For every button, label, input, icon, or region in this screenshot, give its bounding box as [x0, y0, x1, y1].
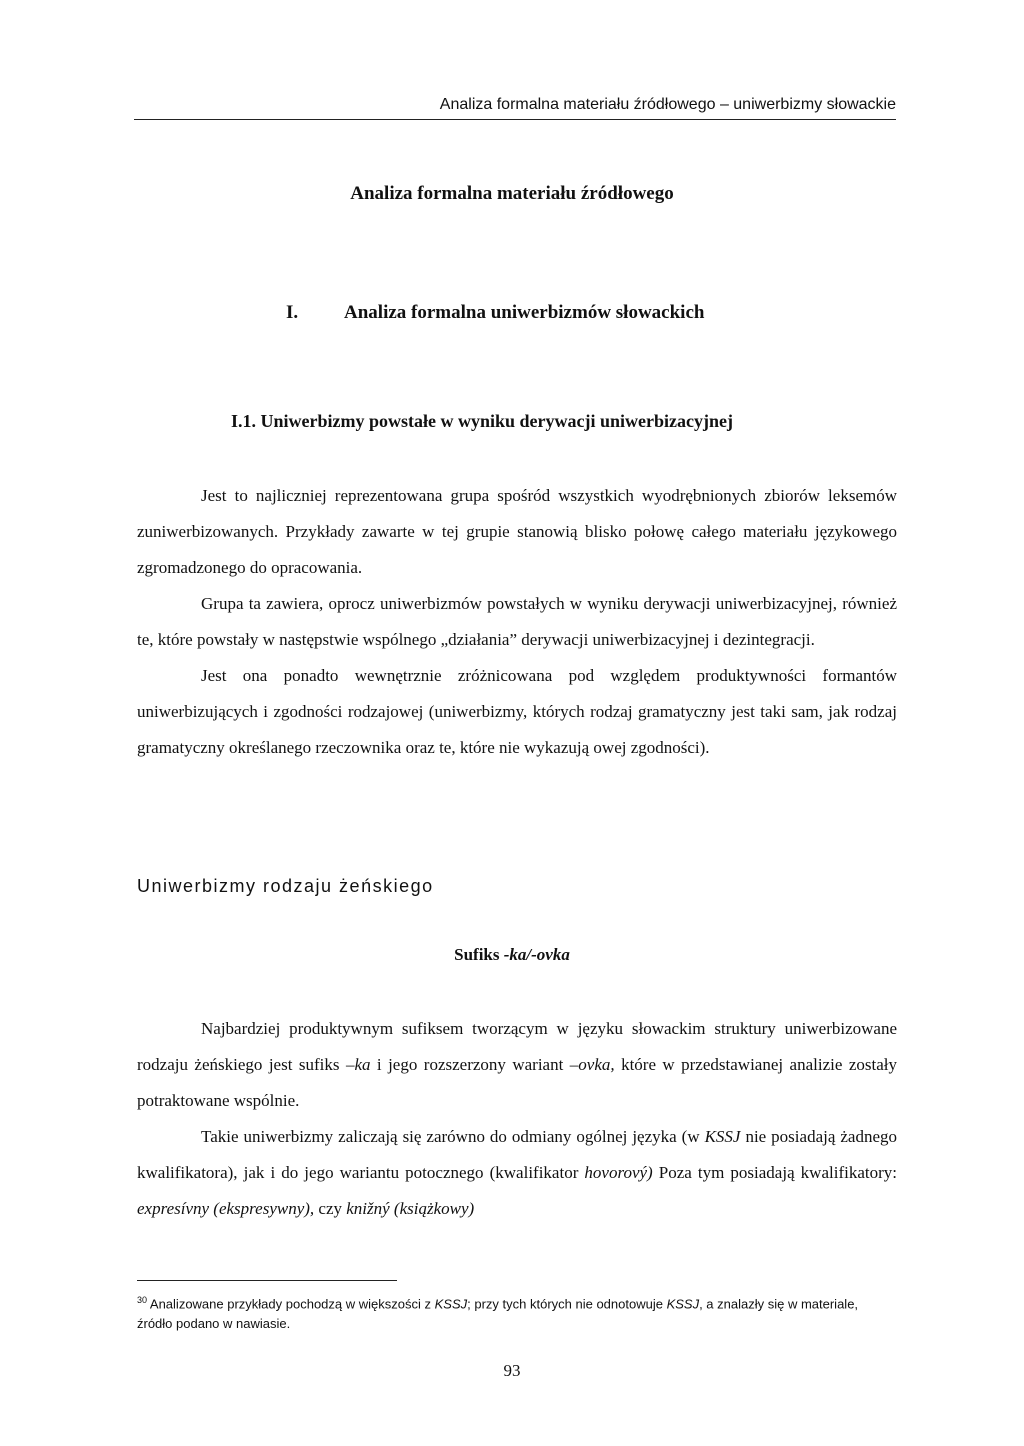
footnote-text-1: Analizowane przykłady pochodzą w większości z: [147, 1296, 435, 1312]
paragraph-1: Jest to najliczniej reprezentowana grupa spośród wszystkich wyodrębnionych zbiorów leksemów zuniwerbizowanych. Przykłady zawarte w tej grupie stanowią blisko połowę całego materiału językowego zgromadzonego do opracowania.: [137, 486, 897, 577]
qualifier-kniznny: knižný (książkowy): [346, 1199, 475, 1218]
paragraph-5-text-2: nie posiadają żadnego kwalifikatora), jak i do jego wariantu potocznego (kwalifikator: [137, 1127, 897, 1182]
footnote-text-3: , a znalazły się w materiale, źródło podano w nawiasie.: [137, 1296, 859, 1332]
paragraph-4-text-3: które w przedstawianej analizie zostały potraktowane wspólnie.: [137, 1055, 897, 1110]
footnote-text-2: ; przy tych których nie odnotowuje: [467, 1296, 667, 1312]
body-text-2: [137, 1011, 897, 1227]
suffix-heading-label: Sufiks: [454, 945, 500, 964]
paragraph-5-text-4: czy: [314, 1199, 347, 1218]
footnote-marker: 30: [137, 1295, 148, 1305]
qualifier-expresivny: expresívny (ekspresywny),: [137, 1199, 315, 1218]
running-header: Analiza formalna materiału źródłowego – uniwerbizmy słowackie: [134, 96, 896, 120]
subsection-title: I.1. Uniwerbizmy powstałe w wyniku derywacji uniwerbizacyjnej: [231, 411, 733, 431]
body-text: [137, 478, 897, 766]
suffix-ovka: –ovka,: [569, 1055, 615, 1074]
paragraph-4: [137, 1011, 897, 1119]
footnote-divider: [137, 1280, 397, 1281]
qualifier-hovorovy: hovorový): [584, 1163, 653, 1182]
paragraph-4-text-1: Najbardziej produktywnym sufiksem tworzącym w języku słowackim struktury uniwerbizowane rodzaju żeńskiego jest sufiks: [137, 1019, 897, 1074]
section-number: I.: [286, 302, 299, 323]
paragraph-5: [137, 1119, 897, 1227]
gender-heading: Uniwerbizmy rodzaju żeńskiego: [137, 876, 434, 896]
paragraph-5-text-3: Poza tym posiadają kwalifikatory:: [652, 1163, 897, 1182]
paragraph-3: Jest ona ponadto wewnętrznie zróżnicowana pod względem produktywności formantów uniwerbizujących i zgodności rodzajowej (uniwerbizmy, których rodzaj gramatyczny jest taki sam, jak rodzaj gramatyczny określanego rzeczownika oraz te, które nie wykazują owej zgodności).: [137, 666, 897, 757]
footnote-kssj-2: KSSJ: [666, 1296, 700, 1312]
suffix-ka: –ka: [345, 1055, 371, 1074]
paragraph-4-text-2: i jego rozszerzony wariant: [370, 1055, 570, 1074]
footnote: [137, 1290, 897, 1334]
suffix-heading: [0, 945, 1024, 965]
footnote-kssj-1: KSSJ: [434, 1296, 468, 1312]
section-title-text: Analiza formalna uniwerbizmów słowackich: [344, 302, 705, 323]
page-number: 93: [503, 1361, 521, 1380]
kssj-reference: KSSJ: [704, 1127, 741, 1146]
chapter-title: Analiza formalna materiału źródłowego: [350, 183, 674, 204]
paragraph-2: Grupa ta zawiera, oprocz uniwerbizmów powstałych w wyniku derywacji uniwerbizacyjnej, również te, które powstały w następstwie wspólnego „działania” derywacji uniwerbizacyjnej i dezintegracji.: [137, 594, 897, 649]
section-title: [286, 302, 704, 324]
paragraph-5-text-1: Takie uniwerbizmy zaliczają się zarówno do odmiany ogólnej języka (w: [201, 1127, 705, 1146]
suffix-heading-suffixes: -ka/-ovka: [503, 945, 570, 964]
